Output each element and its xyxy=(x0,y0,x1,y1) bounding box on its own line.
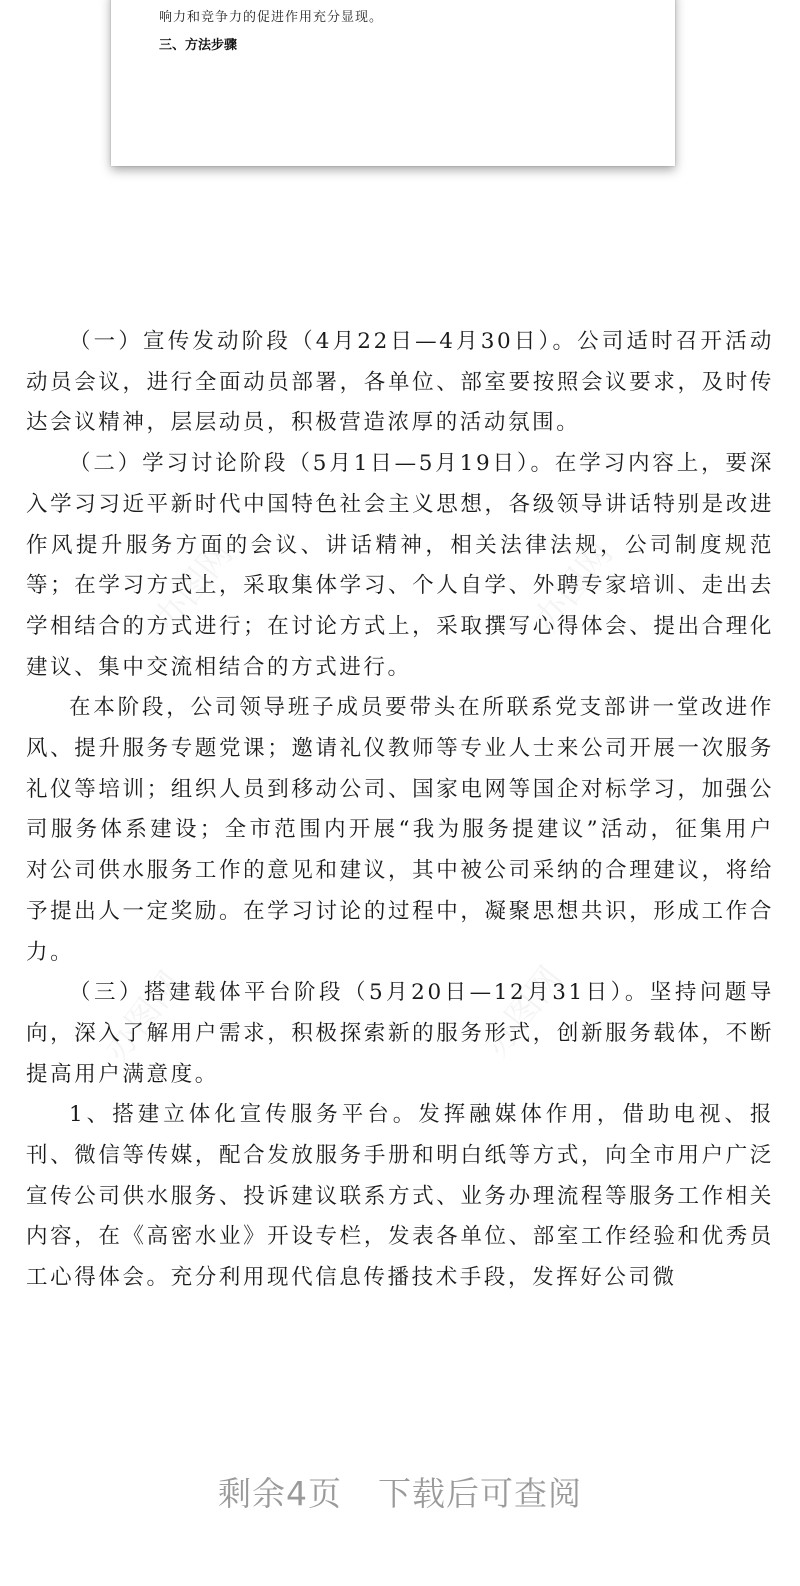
preview-section-heading: 三、方法步骤 xyxy=(159,38,238,53)
watermark: 办图网 xyxy=(526,534,621,640)
remaining-pages-label[interactable]: 剩余4页 xyxy=(218,1474,342,1513)
paragraph-stage-two-detail: 在本阶段，公司领导班子成员要带头在所联系党支部讲一堂改进作风、提升服务专题党课；邀请礼仪教师等专业人士来公司开展一次服务礼仪等培训；组织人员到移动公司、国家电网等国企对标学习，加强公司服务体系建设；全市范围内开展“我为服务提建议”活动，征集用户对公司供水服务工作的意见和建议，其中被公司采纳的合理建议，将给予提出人一定奖励。在学习讨论的过程中，凝聚思想共识，形成工作合力。 xyxy=(26,695,774,965)
preview-text-line: 响力和竞争力的促进作用充分显现。 xyxy=(159,10,384,25)
paragraph-stage-three: （三）搭建载体平台阶段（5月20日—12月31日）。坚持问题导向，深入了解用户需求，积极探索新的服务形式，创新服务载体，不断提高用户满意度。 xyxy=(26,980,774,1087)
watermark: 办图网 xyxy=(476,959,571,1065)
watermark: 办图网 xyxy=(96,964,191,1070)
watermark: 办图网 xyxy=(146,534,241,640)
document-body xyxy=(0,322,800,1299)
previous-page-preview xyxy=(111,0,675,166)
paragraph-stage-two: （二）学习讨论阶段（5月1日—5月19日）。在学习内容上，要深入学习习近平新时代中国特色社会主义思想，各级领导讲话特别是改进作风提升服务方面的会议、讲话精神，相关法律法规，公司制度规范等；在学习方式上，采取集体学习、个人自学、外聘专家培训、走出去学相结合的方式进行；在讨论方式上，采取撰写心得体会、提出合理化建议、集中交流相结合的方式进行。 xyxy=(26,451,774,680)
paragraph-item-one: 1、搭建立体化宣传服务平台。发挥融媒体作用，借助电视、报刊、微信等传媒，配合发放服务手册和明白纸等方式，向全市用户广泛宣传公司供水服务、投诉建议联系方式、业务办理流程等服务工作相关内容，在《高密水业》开设专栏，发表各单位、部室工作经验和优秀员工心得体会。充分利用现代信息传播技术手段，发挥好公司微 xyxy=(26,1102,774,1291)
download-to-read-label[interactable]: 下载后可查阅 xyxy=(378,1474,582,1513)
download-prompt[interactable] xyxy=(0,1468,800,1518)
paragraph-stage-one: （一）宣传发动阶段（4月22日—4月30日）。公司适时召开活动动员会议，进行全面动员部署，各单位、部室要按照会议要求，及时传达会议精神，层层动员，积极营造浓厚的活动氛围。 xyxy=(26,329,774,436)
